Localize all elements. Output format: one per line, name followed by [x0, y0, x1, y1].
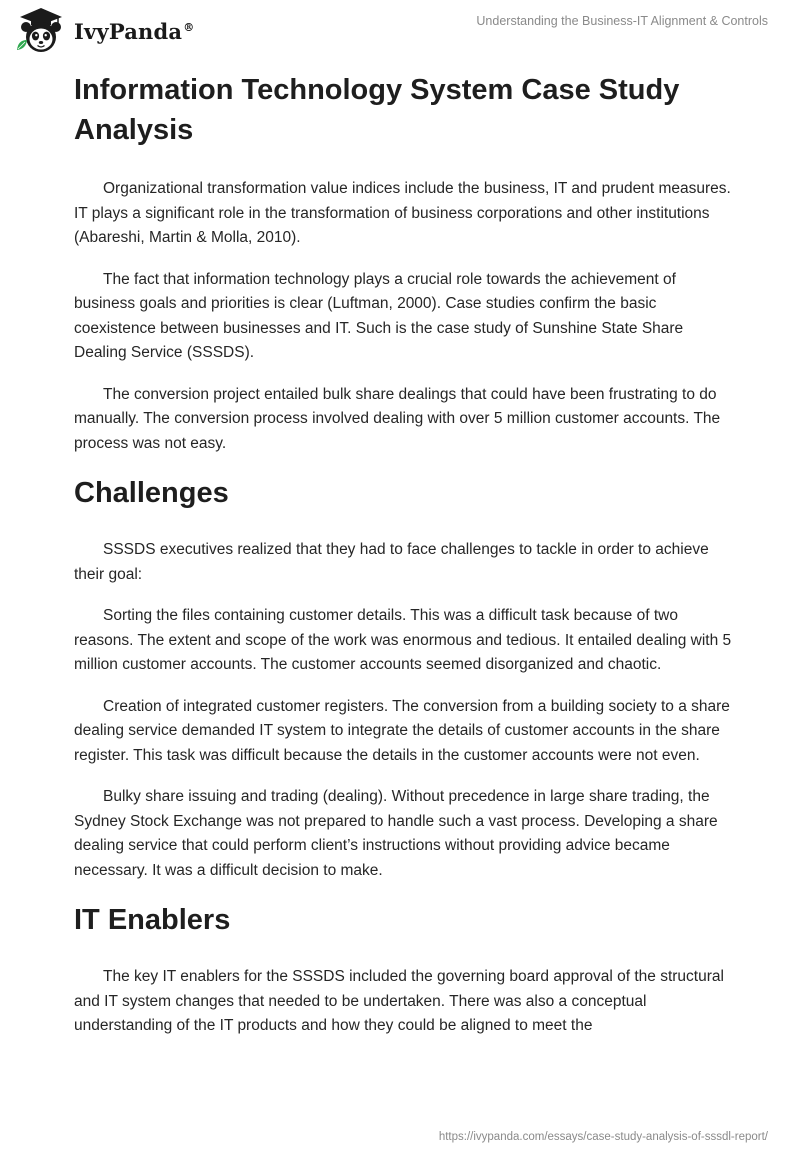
- section-paragraph: SSSDS executives realized that they had to face challenges to tackle in order to achieve their goal:: [74, 541, 709, 583]
- section-heading-challenges: Challenges: [74, 477, 229, 509]
- article-title: Information Technology System Case Study Analysis: [74, 74, 680, 146]
- section-paragraph: Sorting the files containing customer details. This was a difficult task because of two reasons. The extent and scope of the work was enormous and tedious. It entailed dealing with 5 million customer accounts. The customer accounts seemed disorganized and chaotic.: [74, 607, 732, 673]
- intro-paragraph: Organizational transformation value indices include the business, IT and prudent measures. IT plays a significant role in the transformation of business corporations and other institutions (Abareshi, Martin & Molla, 2010).: [74, 180, 731, 246]
- article: [74, 70, 734, 1056]
- panda-logo-icon: [14, 6, 68, 56]
- section-paragraph: Bulky share issuing and trading (dealing). Without precedence in large share trading, the Sydney Stock Exchange was not prepared to handle such a vast process. Developing a share dealing service that could perform client’s instructions without providing advice became necessary. It was a difficult decision to make.: [74, 788, 718, 879]
- document-title: Understanding the Business-IT Alignment & Controls: [476, 14, 768, 28]
- brand-logo[interactable]: [14, 6, 194, 56]
- section-heading-it-enablers: IT Enablers: [74, 904, 231, 936]
- intro-paragraph: The fact that information technology plays a crucial role towards the achievement of business goals and priorities is clear (Luftman, 2000). Case studies confirm the basic coexistence between businesses and IT. Such is the case study of Sunshine State Share Dealing Service (SSSDS).: [74, 270, 684, 361]
- intro-paragraph: The conversion project entailed bulk share dealings that could have been frustrating to do manually. The conversion process involved dealing with over 5 million customer accounts. The process was not easy.: [74, 385, 721, 452]
- section-paragraph: The key IT enablers for the SSSDS included the governing board approval of the structural and IT system changes that needed to be undertaken. There was also a conceptual understanding of the IT products and how they could be aligned to meet the: [74, 968, 724, 1034]
- section-paragraph: Creation of integrated customer registers. The conversion from a building society to a share dealing service demanded IT system to integrate the details of customer accounts in the share register. This task was difficult because the details in the customer accounts were not even.: [74, 697, 730, 764]
- page-header: [0, 0, 800, 60]
- source-url[interactable]: https://ivypanda.com/essays/case-study-analysis-of-sssdl-report/: [438, 1131, 768, 1143]
- brand-name: IvyPanda®: [74, 18, 195, 44]
